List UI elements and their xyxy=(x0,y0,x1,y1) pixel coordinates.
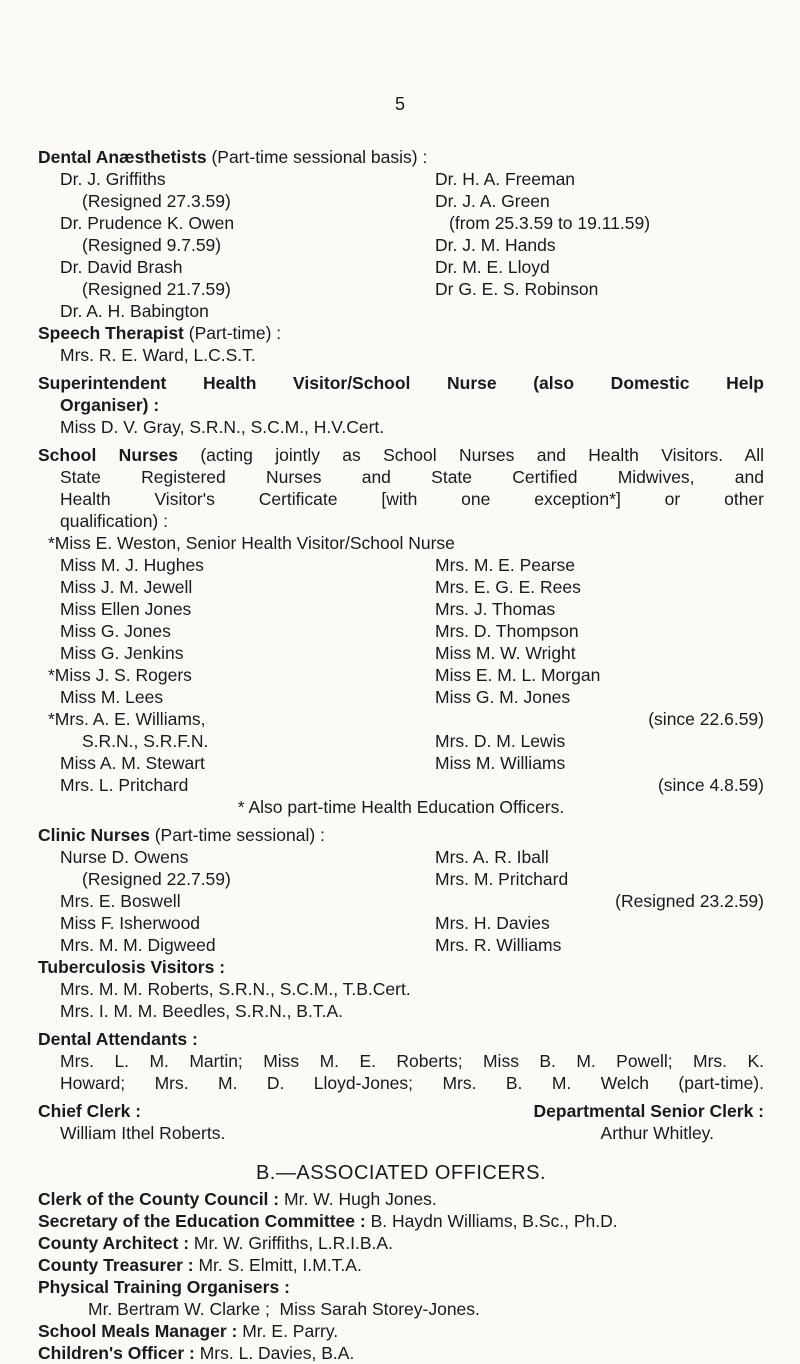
value: Mr. W. Hugh Jones. xyxy=(284,1189,437,1209)
superintendent-name: Miss D. V. Gray, S.R.N., S.C.M., H.V.Cert. xyxy=(60,417,385,437)
chief-clerk-name: William Ithel Roberts. xyxy=(60,1123,226,1143)
associated-secretary xyxy=(38,1210,764,1232)
list-item: *Mrs. A. E. Williams, xyxy=(48,709,206,729)
list-item: Miss J. M. Jewell xyxy=(60,577,193,597)
associated-architect xyxy=(38,1232,764,1254)
list-item: Mrs. M. Pritchard xyxy=(435,869,569,889)
clerk-names xyxy=(38,1122,764,1144)
section-note: (Part-time sessional) : xyxy=(154,825,325,845)
section-heading: Clinic Nurses xyxy=(38,825,150,845)
list-item: *Miss J. S. Rogers xyxy=(48,665,192,685)
list-item-note: (since 22.6.59) xyxy=(648,709,764,729)
list-item: Mrs. I. M. M. Beedles, S.R.N., B.T.A. xyxy=(60,1001,343,1021)
label: Children's Officer : xyxy=(38,1343,195,1363)
list-item: Miss M. Williams xyxy=(435,753,566,773)
list-item: Miss G. Jones xyxy=(60,621,171,641)
label: County Treasurer : xyxy=(38,1255,194,1275)
associated-pt-names: Mr. Bertram W. Clarke ; Miss Sarah Storey-Jones. xyxy=(88,1299,480,1319)
value: B. Haydn Williams, B.Sc., Ph.D. xyxy=(370,1211,618,1231)
list-item: Miss A. M. Stewart xyxy=(60,753,205,773)
list-item: Miss E. M. L. Morgan xyxy=(435,665,601,685)
list-item-note: (Resigned 22.7.59) xyxy=(82,869,231,889)
dental-attendants-line: Howard; Mrs. M. D. Lloyd-Jones; Mrs. B. M. Welch (part-time). xyxy=(60,1073,764,1093)
senior-clerk-name: Arthur Whitley. xyxy=(600,1123,714,1143)
senior-clerk-heading: Departmental Senior Clerk : xyxy=(533,1101,764,1121)
list-item: Mrs. R. Williams xyxy=(435,935,562,955)
list-item: Mrs. E. Boswell xyxy=(60,891,181,911)
footnote: * Also part-time Health Education Officers. xyxy=(237,797,565,817)
dental-attendants-line: Mrs. L. M. Martin; Miss M. E. Roberts; Miss B. M. Powell; Mrs. K. xyxy=(60,1051,764,1071)
list-item: Mrs. L. Pritchard xyxy=(60,775,189,795)
section-note-line: Health Visitor's Certificate [with one exception*] or other xyxy=(60,489,764,509)
dental-anaesthetists-heading xyxy=(38,146,764,168)
list-item-note: (from 25.3.59 to 19.11.59) xyxy=(449,213,651,233)
list-item: Mrs. D. Thompson xyxy=(435,621,579,641)
list-item: Miss M. W. Wright xyxy=(435,643,576,663)
list-item: Miss M. Lees xyxy=(60,687,164,707)
list-item-note: (Resigned 23.2.59) xyxy=(615,891,764,911)
section-note: (Part-time) : xyxy=(188,323,282,343)
list-item: Miss G. M. Jones xyxy=(435,687,571,707)
dental-attendants-heading: Dental Attendants : xyxy=(38,1029,198,1049)
associated-treasurer xyxy=(38,1254,764,1276)
list-item: Dr. H. A. Freeman xyxy=(435,169,576,189)
list-item: Mrs. D. M. Lewis xyxy=(435,731,566,751)
page-number: 5 xyxy=(395,94,406,114)
list-item: Nurse D. Owens xyxy=(60,847,189,867)
list-item: Mrs. J. Thomas xyxy=(435,599,556,619)
clinic-nurses-heading xyxy=(38,824,764,846)
superintendent-heading-cont: Organiser) : xyxy=(60,395,160,415)
list-item: Dr. David Brash xyxy=(60,257,183,277)
value: Mr. S. Elmitt, I.M.T.A. xyxy=(198,1255,362,1275)
label: County Architect : xyxy=(38,1233,190,1253)
school-nurses-list xyxy=(38,554,764,796)
list-item: Dr. A. H. Babington xyxy=(60,301,209,321)
dental-anaesthetists-list xyxy=(38,168,764,322)
list-item: Miss F. Isherwood xyxy=(60,913,201,933)
clerk-headings xyxy=(38,1100,764,1122)
list-item: Mrs. M. M. Digweed xyxy=(60,935,216,955)
section-note-line: State Registered Nurses and State Certified Midwives, and xyxy=(60,467,764,487)
section-heading: School Nurses xyxy=(38,445,179,465)
associated-officers-title: B.—ASSOCIATED OFFICERS. xyxy=(255,1162,547,1184)
section-note: (Part-time sessional basis) : xyxy=(211,147,428,167)
section-heading: Speech Therapist xyxy=(38,323,184,343)
associated-meals xyxy=(38,1320,764,1342)
value: Mrs. L. Davies, B.A. xyxy=(199,1343,355,1363)
page-content xyxy=(38,146,764,1364)
label: Clerk of the County Council : xyxy=(38,1189,280,1209)
section-note: (acting jointly as School Nurses and Health Visitors. All xyxy=(200,445,764,465)
list-item-note: (Resigned 21.7.59) xyxy=(82,279,231,299)
list-item: Miss G. Jenkins xyxy=(60,643,184,663)
list-item-note: S.R.N., S.R.F.N. xyxy=(82,731,209,751)
label: Secretary of the Education Committee : xyxy=(38,1211,366,1231)
list-item: Dr. J. Griffiths xyxy=(60,169,166,189)
list-item: Dr G. E. S. Robinson xyxy=(435,279,599,299)
section-heading: Dental Anæsthetists xyxy=(38,147,207,167)
associated-clerk xyxy=(38,1188,764,1210)
list-item: Mrs. M. M. Roberts, S.R.N., S.C.M., T.B.Cert. xyxy=(60,979,411,999)
value: Mr. W. Griffiths, L.R.I.B.A. xyxy=(193,1233,393,1253)
list-item: Dr. Prudence K. Owen xyxy=(60,213,235,233)
label: School Meals Manager : xyxy=(38,1321,238,1341)
section-note-line: qualification) : xyxy=(60,511,168,531)
list-item: Dr. J. A. Green xyxy=(435,191,550,211)
school-nurses-heading xyxy=(38,444,764,466)
tuberculosis-visitors-heading: Tuberculosis Visitors : xyxy=(38,957,226,977)
speech-therapist-heading xyxy=(38,322,764,344)
value: Mr. E. Parry. xyxy=(242,1321,339,1341)
list-item: Mrs. E. G. E. Rees xyxy=(435,577,581,597)
list-item-note: (since 4.8.59) xyxy=(657,775,764,795)
list-item: Mrs. H. Davies xyxy=(435,913,550,933)
speech-therapist-name: Mrs. R. E. Ward, L.C.S.T. xyxy=(60,345,256,365)
list-item: Mrs. A. R. Iball xyxy=(435,847,549,867)
list-item: Dr. J. M. Hands xyxy=(435,235,556,255)
associated-children xyxy=(38,1342,764,1364)
list-item: Mrs. M. E. Pearse xyxy=(435,555,576,575)
superintendent-heading: Superintendent Health Visitor/School Nurse (also Domestic Help xyxy=(38,373,764,393)
list-item-note: (Resigned 27.3.59) xyxy=(82,191,231,211)
associated-pt-label: Physical Training Organisers : xyxy=(38,1277,290,1297)
clinic-nurses-list xyxy=(38,846,764,956)
list-item: Miss M. J. Hughes xyxy=(60,555,204,575)
list-item: Dr. M. E. Lloyd xyxy=(435,257,550,277)
list-item-note: (Resigned 9.7.59) xyxy=(82,235,222,255)
list-item: Miss Ellen Jones xyxy=(60,599,192,619)
chief-clerk-heading: Chief Clerk : xyxy=(38,1101,142,1121)
senior-nurse: *Miss E. Weston, Senior Health Visitor/School Nurse xyxy=(48,533,455,553)
